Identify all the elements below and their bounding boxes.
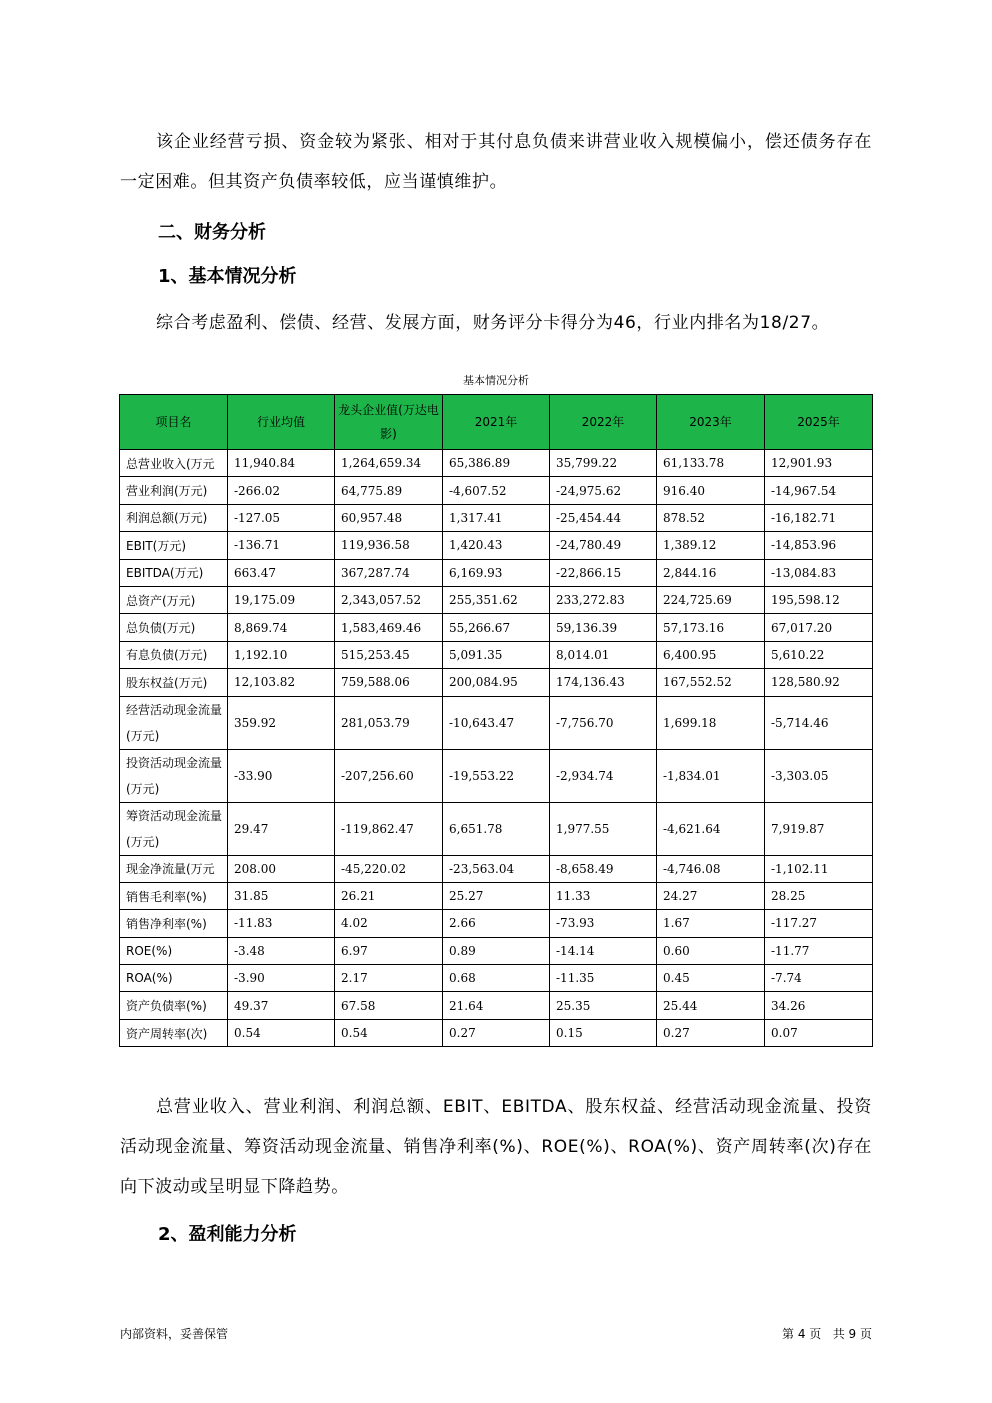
table-cell: 0.89	[443, 937, 550, 964]
row-label: EBIT(万元)	[120, 532, 228, 559]
row-label: 营业利润(万元)	[120, 477, 228, 504]
table-cell: 6.97	[335, 937, 443, 964]
column-header: 项目名	[120, 395, 228, 450]
row-label: 利润总额(万元)	[120, 504, 228, 531]
table-cell: 59,136.39	[550, 614, 657, 641]
table-cell: 878.52	[657, 504, 765, 531]
table-row	[120, 910, 873, 937]
table-cell: 0.15	[550, 1019, 657, 1046]
table-cell: -7,756.70	[550, 696, 657, 749]
row-label: 总负债(万元)	[120, 614, 228, 641]
row-label: 资产周转率(次)	[120, 1019, 228, 1046]
table-cell: 1,264,659.34	[335, 450, 443, 477]
table-row	[120, 882, 873, 909]
table-cell: 21.64	[443, 992, 550, 1019]
table-row	[120, 965, 873, 992]
table-cell: 1,699.18	[657, 696, 765, 749]
table-cell: 6,169.93	[443, 559, 550, 586]
table-cell: 61,133.78	[657, 450, 765, 477]
table-cell: 8,014.01	[550, 641, 657, 668]
column-header: 2022年	[550, 395, 657, 450]
table-row	[120, 559, 873, 586]
table-cell: -24,780.49	[550, 532, 657, 559]
table-cell: -3,303.05	[765, 749, 873, 802]
table-cell: 6,651.78	[443, 802, 550, 855]
table-row	[120, 696, 873, 749]
table-row	[120, 586, 873, 613]
table-row	[120, 1019, 873, 1046]
table-cell: 55,266.67	[443, 614, 550, 641]
table-row	[120, 641, 873, 668]
table-cell: 128,580.92	[765, 669, 873, 696]
table-row	[120, 802, 873, 855]
table-cell: 0.07	[765, 1019, 873, 1046]
table-cell: 1,317.41	[443, 504, 550, 531]
table-cell: 208.00	[228, 855, 335, 882]
score-paragraph: 综合考虑盈利、偿债、经营、发展方面，财务评分卡得分为46，行业内排名为18/27。	[156, 313, 830, 333]
conclusion-paragraph: 总营业收入、营业利润、利润总额、EBIT、EBITDA、股东权益、经营活动现金流量、投资活动现金流量、筹资活动现金流量、销售净利率(%)、ROE(%)、ROA(%)、资产周转率(次)存在向下波动或呈明显下降趋势。	[120, 1097, 872, 1197]
table-cell: -45,220.02	[335, 855, 443, 882]
table-cell: 35,799.22	[550, 450, 657, 477]
table-cell: -25,454.44	[550, 504, 657, 531]
table-cell: 25.35	[550, 992, 657, 1019]
table-row	[120, 532, 873, 559]
table-cell: 12,103.82	[228, 669, 335, 696]
footer-confidential: 内部资料，妥善保管	[120, 1327, 229, 1341]
column-header: 2021年	[443, 395, 550, 450]
table-cell: -14.14	[550, 937, 657, 964]
table-cell: 49.37	[228, 992, 335, 1019]
table-cell: -14,967.54	[765, 477, 873, 504]
table-cell: 28.25	[765, 882, 873, 909]
table-cell: 25.44	[657, 992, 765, 1019]
table-cell: 515,253.45	[335, 641, 443, 668]
subsection-heading-basic: 1、基本情况分析	[158, 266, 297, 287]
table-cell: -5,714.46	[765, 696, 873, 749]
table-row	[120, 504, 873, 531]
table-cell: 916.40	[657, 477, 765, 504]
table-cell: -3.90	[228, 965, 335, 992]
table-cell: 11,940.84	[228, 450, 335, 477]
table-cell: 34.26	[765, 992, 873, 1019]
row-label: 有息负债(万元)	[120, 641, 228, 668]
table-cell: 0.54	[228, 1019, 335, 1046]
table-cell: 2.17	[335, 965, 443, 992]
table-cell: -33.90	[228, 749, 335, 802]
table-cell: -127.05	[228, 504, 335, 531]
financial-table	[119, 394, 873, 1047]
table-cell: -11.77	[765, 937, 873, 964]
table-cell: 119,936.58	[335, 532, 443, 559]
table-cell: 26.21	[335, 882, 443, 909]
table-cell: 57,173.16	[657, 614, 765, 641]
row-label: ROA(%)	[120, 965, 228, 992]
table-row	[120, 855, 873, 882]
table-cell: -4,621.64	[657, 802, 765, 855]
row-label: 销售净利率(%)	[120, 910, 228, 937]
table-cell: -3.48	[228, 937, 335, 964]
table-row	[120, 749, 873, 802]
table-cell: 1,192.10	[228, 641, 335, 668]
column-header: 行业均值	[228, 395, 335, 450]
column-header: 2023年	[657, 395, 765, 450]
table-cell: -8,658.49	[550, 855, 657, 882]
table-cell: -136.71	[228, 532, 335, 559]
table-row	[120, 992, 873, 1019]
table-row	[120, 669, 873, 696]
table-cell: 0.54	[335, 1019, 443, 1046]
table-row	[120, 937, 873, 964]
row-label: 筹资活动现金流量(万元)	[120, 802, 228, 855]
table-cell: 1.67	[657, 910, 765, 937]
table-body	[120, 450, 873, 1047]
table-cell: -73.93	[550, 910, 657, 937]
table-cell: -266.02	[228, 477, 335, 504]
table-cell: -16,182.71	[765, 504, 873, 531]
table-cell: 1,977.55	[550, 802, 657, 855]
table-cell: 19,175.09	[228, 586, 335, 613]
table-cell: 0.45	[657, 965, 765, 992]
subsection-heading-profit: 2、盈利能力分析	[158, 1224, 297, 1245]
table-header-row	[120, 395, 873, 450]
table-cell: 759,588.06	[335, 669, 443, 696]
table-cell: 7,919.87	[765, 802, 873, 855]
intro-paragraph: 该企业经营亏损、资金较为紧张、相对于其付息负债来讲营业收入规模偏小，偿还债务存在一定困难。但其资产负债率较低，应当谨慎维护。	[120, 132, 872, 192]
table-cell: 4.02	[335, 910, 443, 937]
table-cell: 24.27	[657, 882, 765, 909]
table-cell: -19,553.22	[443, 749, 550, 802]
table-cell: 60,957.48	[335, 504, 443, 531]
table-cell: -13,084.83	[765, 559, 873, 586]
row-label: 现金净流量(万元	[120, 855, 228, 882]
row-label: EBITDA(万元)	[120, 559, 228, 586]
table-cell: 5,091.35	[443, 641, 550, 668]
table-cell: 2,343,057.52	[335, 586, 443, 613]
table-cell: -14,853.96	[765, 532, 873, 559]
row-label: 总营业收入(万元	[120, 450, 228, 477]
table-cell: -23,563.04	[443, 855, 550, 882]
table-cell: 281,053.79	[335, 696, 443, 749]
table-cell: 29.47	[228, 802, 335, 855]
table-cell: 200,084.95	[443, 669, 550, 696]
table-cell: -11.83	[228, 910, 335, 937]
row-label: 总资产(万元)	[120, 586, 228, 613]
table-cell: -4,607.52	[443, 477, 550, 504]
table-cell: 8,869.74	[228, 614, 335, 641]
table-cell: 1,583,469.46	[335, 614, 443, 641]
row-label: 投资活动现金流量(万元)	[120, 749, 228, 802]
table-cell: -1,102.11	[765, 855, 873, 882]
table-cell: 67,017.20	[765, 614, 873, 641]
table-cell: -4,746.08	[657, 855, 765, 882]
table-cell: 0.27	[657, 1019, 765, 1046]
table-cell: 0.68	[443, 965, 550, 992]
table-cell: -7.74	[765, 965, 873, 992]
table-cell: 0.27	[443, 1019, 550, 1046]
table-cell: 233,272.83	[550, 586, 657, 613]
table-cell: -119,862.47	[335, 802, 443, 855]
table-cell: -24,975.62	[550, 477, 657, 504]
row-label: 经营活动现金流量(万元)	[120, 696, 228, 749]
table-cell: -207,256.60	[335, 749, 443, 802]
table-cell: 1,420.43	[443, 532, 550, 559]
table-row	[120, 477, 873, 504]
table-cell: 0.60	[657, 937, 765, 964]
table-cell: 25.27	[443, 882, 550, 909]
table-cell: 1,389.12	[657, 532, 765, 559]
table-cell: 255,351.62	[443, 586, 550, 613]
table-cell: 65,386.89	[443, 450, 550, 477]
table-cell: 359.92	[228, 696, 335, 749]
table-cell: 195,598.12	[765, 586, 873, 613]
table-cell: 64,775.89	[335, 477, 443, 504]
table-row	[120, 614, 873, 641]
table-cell: 174,136.43	[550, 669, 657, 696]
footer-page-number: 第 4 页 共 9 页	[782, 1327, 872, 1341]
column-header: 龙头企业值(万达电影)	[335, 395, 443, 450]
table-row	[120, 450, 873, 477]
table-cell: 67.58	[335, 992, 443, 1019]
table-cell: -10,643.47	[443, 696, 550, 749]
table-cell: -1,834.01	[657, 749, 765, 802]
table-cell: 2,844.16	[657, 559, 765, 586]
row-label: 股东权益(万元)	[120, 669, 228, 696]
table-cell: 224,725.69	[657, 586, 765, 613]
row-label: 资产负债率(%)	[120, 992, 228, 1019]
table-cell: 11.33	[550, 882, 657, 909]
table-cell: 12,901.93	[765, 450, 873, 477]
table-cell: 167,552.52	[657, 669, 765, 696]
table-caption: 基本情况分析	[463, 374, 529, 387]
table-cell: -22,866.15	[550, 559, 657, 586]
row-label: ROE(%)	[120, 937, 228, 964]
table-cell: 367,287.74	[335, 559, 443, 586]
table-cell: -11.35	[550, 965, 657, 992]
column-header: 2025年	[765, 395, 873, 450]
table-cell: -2,934.74	[550, 749, 657, 802]
table-cell: 5,610.22	[765, 641, 873, 668]
table-cell: 2.66	[443, 910, 550, 937]
row-label: 销售毛利率(%)	[120, 882, 228, 909]
table-cell: 31.85	[228, 882, 335, 909]
table-cell: 663.47	[228, 559, 335, 586]
table-cell: -117.27	[765, 910, 873, 937]
section-heading: 二、财务分析	[158, 222, 266, 243]
table-cell: 6,400.95	[657, 641, 765, 668]
